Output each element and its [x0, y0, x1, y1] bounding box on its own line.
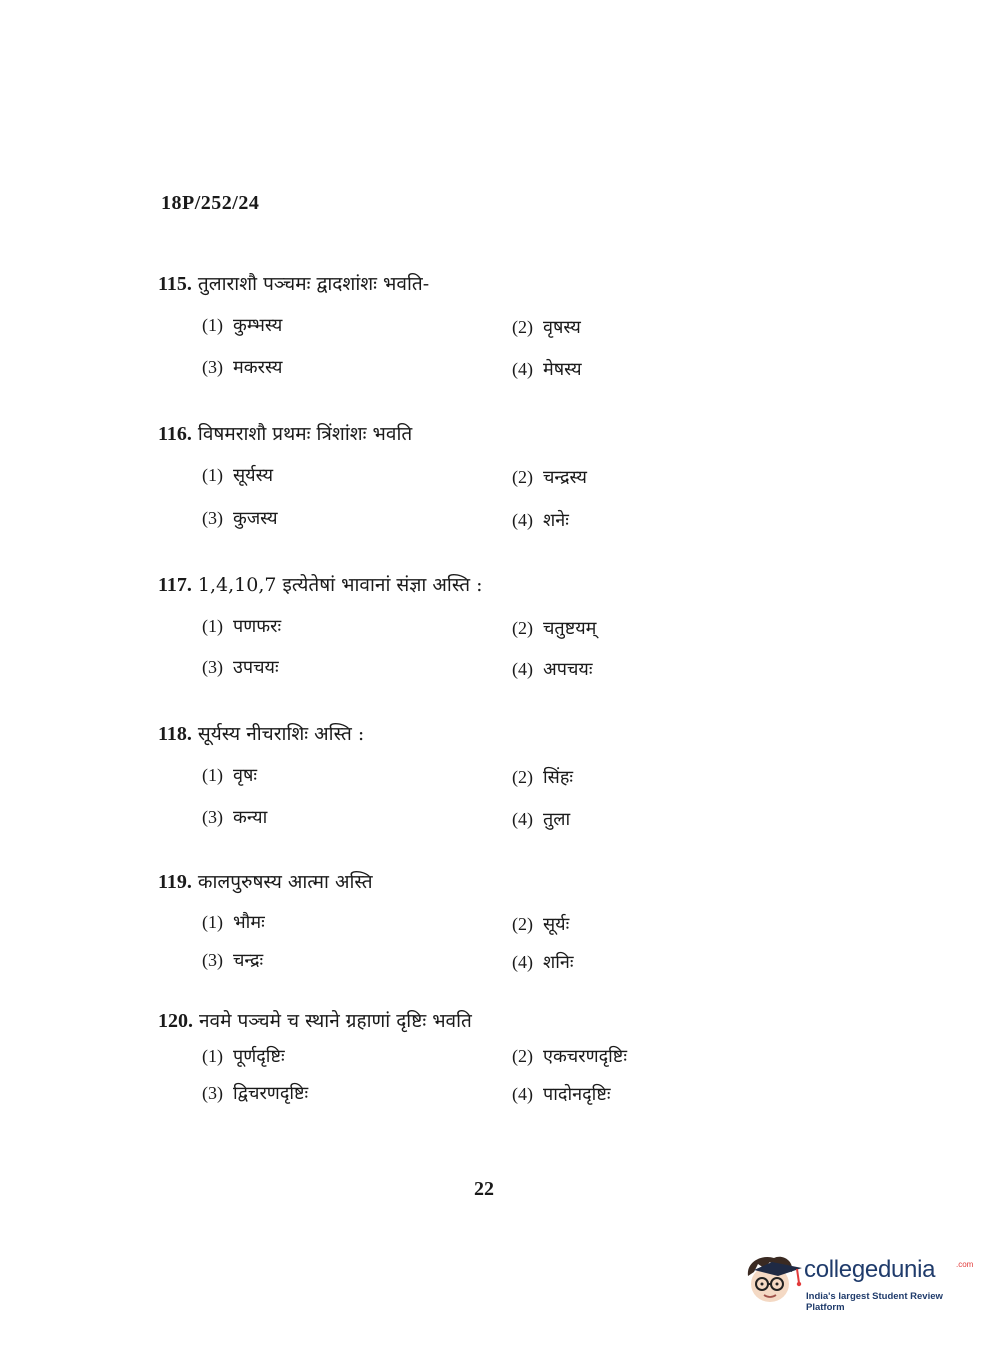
option-number: (1): [202, 765, 223, 785]
option-116-4: [512, 508, 569, 532]
question-number: 116.: [158, 423, 192, 445]
logo-suffix: .com: [956, 1260, 974, 1269]
option-119-1: [202, 910, 265, 934]
option-number: (2): [512, 767, 533, 787]
option-number: (1): [202, 315, 223, 335]
option-number: (4): [512, 1084, 533, 1104]
option-number: (4): [512, 952, 533, 972]
option-text: पूर्णदृष्टिः: [233, 1046, 285, 1067]
option-text: चन्द्रः: [233, 950, 264, 971]
option-115-2: [512, 315, 581, 339]
option-number: (1): [202, 912, 223, 932]
option-118-3: [202, 805, 267, 829]
option-116-1: [202, 463, 273, 487]
option-119-4: [512, 950, 574, 974]
question-text: सूर्यस्य नीचराशिः अस्ति :: [197, 723, 365, 745]
option-120-3: [202, 1081, 308, 1105]
question-number: 120.: [158, 1010, 193, 1032]
option-text: पणफरः: [233, 616, 282, 637]
option-text: कुम्भस्य: [233, 315, 283, 336]
option-text: कुजस्य: [233, 508, 278, 529]
option-number: (2): [512, 618, 533, 638]
option-number: (3): [202, 807, 223, 827]
option-119-3: [202, 948, 263, 972]
question-text: तुलाराशौ पञ्चमः द्वादशांशः भवति-: [197, 273, 430, 295]
option-number: (3): [202, 1083, 223, 1103]
option-number: (3): [202, 950, 223, 970]
question-117: [158, 571, 483, 597]
option-text: सूर्यस्य: [233, 465, 274, 486]
option-120-2: [512, 1044, 627, 1068]
option-118-4: [512, 807, 570, 831]
option-number: (1): [202, 616, 223, 636]
mascot-icon: [742, 1250, 802, 1310]
option-number: (2): [512, 1046, 533, 1066]
option-text: उपचयः: [233, 657, 279, 678]
option-text: पादोनदृष्टिः: [543, 1084, 611, 1105]
option-117-3: [202, 655, 279, 679]
paper-code: 18P/252/24: [161, 192, 260, 214]
question-115: [158, 270, 429, 296]
question-number: 118.: [158, 723, 192, 745]
question-text: विषमराशौ प्रथमः त्रिंशांशः भवति: [197, 423, 413, 445]
option-115-4: [512, 357, 582, 381]
question-number: 115.: [158, 273, 192, 295]
option-120-4: [512, 1082, 610, 1106]
logo-tagline: India's largest Student Review Platform: [806, 1291, 943, 1313]
option-text: वृषः: [233, 765, 258, 786]
option-120-1: [202, 1044, 285, 1068]
option-117-1: [202, 614, 281, 638]
logo-name: collegedunia: [804, 1256, 936, 1283]
option-number: (1): [202, 1046, 223, 1066]
option-text: वृषस्य: [543, 317, 581, 338]
option-number: (4): [512, 510, 533, 530]
question-text: 1,4,10,7 इत्येतेषां भावानां संज्ञा अस्ति :: [197, 574, 483, 596]
question-120: [158, 1007, 472, 1033]
question-118: [158, 720, 364, 746]
option-text: सिंहः: [543, 767, 574, 788]
option-number: (3): [202, 657, 223, 677]
option-text: अपचयः: [543, 659, 593, 680]
option-116-3: [202, 506, 278, 530]
page-number: 22: [474, 1178, 494, 1200]
option-117-2: [512, 616, 596, 640]
option-number: (2): [512, 317, 533, 337]
option-119-2: [512, 912, 569, 936]
option-text: कन्या: [233, 807, 268, 828]
option-117-4: [512, 657, 592, 681]
option-text: एकचरणदृष्टिः: [543, 1046, 627, 1067]
option-text: द्विचरणदृष्टिः: [233, 1083, 309, 1104]
option-text: चन्द्रस्य: [543, 467, 587, 488]
option-number: (4): [512, 659, 533, 679]
option-number: (4): [512, 809, 533, 829]
collegedunia-logo: [742, 1250, 974, 1313]
option-115-3: [202, 355, 282, 379]
option-118-1: [202, 763, 257, 787]
option-number: (3): [202, 508, 223, 528]
option-text: मेषस्य: [543, 359, 582, 380]
option-118-2: [512, 765, 573, 789]
option-number: (4): [512, 359, 533, 379]
option-number: (1): [202, 465, 223, 485]
question-119: [158, 868, 373, 894]
option-text: भौमः: [233, 912, 265, 933]
question-text: नवमे पञ्चमे च स्थाने ग्रहाणां दृष्टिः भवति: [199, 1010, 472, 1032]
option-text: तुला: [543, 809, 571, 830]
option-text: सूर्यः: [543, 914, 570, 935]
question-text: कालपुरुषस्य आत्मा अस्ति: [197, 871, 373, 893]
option-text: शनेः: [543, 510, 569, 531]
question-number: 119.: [158, 871, 192, 893]
question-number: 117.: [158, 574, 192, 596]
option-115-1: [202, 313, 282, 337]
option-116-2: [512, 465, 587, 489]
question-116: [158, 420, 412, 446]
option-number: (2): [512, 467, 533, 487]
option-text: मकरस्य: [233, 357, 283, 378]
option-text: शनिः: [543, 952, 574, 973]
option-text: चतुष्टयम्: [543, 618, 597, 639]
option-number: (3): [202, 357, 223, 377]
option-number: (2): [512, 914, 533, 934]
